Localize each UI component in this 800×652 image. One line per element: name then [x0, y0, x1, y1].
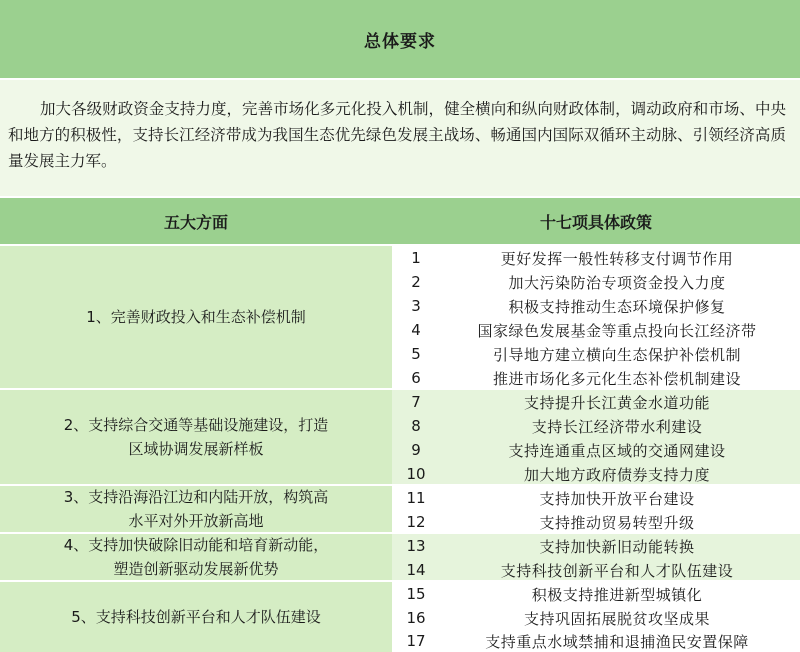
policy-text: 支持重点水域禁捕和退捕渔民安置保障	[485, 632, 749, 651]
policy-text: 积极支持推进新型城镇化	[531, 585, 703, 604]
policy-text: 加大污染防治专项资金投入力度	[508, 273, 726, 292]
policy-text: 加大地方政府债券支持力度	[523, 465, 710, 484]
aspect-cell	[0, 246, 392, 388]
aspect-line: 3、支持沿海沿江边和内陆开放，构筑高	[63, 488, 329, 506]
policy-row	[392, 318, 800, 342]
header-seventeen-policies: 十七项具体政策	[539, 212, 652, 232]
aspect-cell	[0, 534, 392, 580]
policy-row	[392, 270, 800, 294]
policy-number: 12	[406, 513, 426, 531]
policy-number: 16	[406, 609, 426, 627]
aspect-line: 塑造创新驱动发展新优势	[113, 560, 279, 578]
policy-number: 17	[406, 632, 426, 650]
aspect-cell	[0, 390, 392, 484]
policy-row	[392, 246, 800, 270]
policy-number: 15	[406, 585, 426, 603]
policy-text: 支持加快开放平台建设	[539, 489, 695, 508]
intro-section	[0, 80, 800, 196]
separator	[0, 196, 800, 198]
policy-row	[392, 582, 800, 606]
policy-row	[392, 510, 800, 534]
policy-number: 7	[411, 393, 421, 411]
header-five-aspects: 五大方面	[163, 212, 228, 232]
policy-row	[392, 294, 800, 318]
separator	[0, 532, 800, 534]
policy-number: 1	[411, 249, 421, 267]
policy-row	[392, 366, 800, 390]
policy-number: 4	[411, 321, 421, 339]
policy-row	[392, 486, 800, 510]
separator	[0, 244, 800, 246]
policy-text: 支持推动贸易转型升级	[539, 513, 695, 532]
policy-number: 11	[406, 489, 426, 507]
policy-text: 引导地方建立横向生态保护补偿机制	[492, 345, 741, 364]
policy-number: 8	[411, 417, 421, 435]
aspect-line: 2、支持综合交通等基础设施建设，打造	[63, 416, 329, 434]
policy-number: 3	[411, 297, 421, 315]
separator	[0, 388, 800, 390]
page-title: 总体要求	[364, 31, 436, 52]
policy-text: 支持加快新旧动能转换	[539, 537, 695, 556]
policy-text: 支持科技创新平台和人才队伍建设	[500, 561, 734, 580]
policy-text: 国家绿色发展基金等重点投向长江经济带	[477, 321, 757, 340]
policy-text: 支持巩固拓展脱贫攻坚成果	[523, 609, 710, 628]
policy-row	[392, 390, 800, 414]
aspect-cell	[0, 582, 392, 652]
aspect-line: 1、完善财政投入和生态补偿机制	[86, 308, 306, 326]
policy-number: 13	[406, 537, 426, 555]
policy-text: 更好发挥一般性转移支付调节作用	[500, 249, 734, 268]
policy-number: 6	[411, 369, 421, 387]
separator	[0, 580, 800, 582]
policy-number: 14	[406, 561, 426, 579]
title-bar	[0, 0, 800, 80]
policy-row	[392, 414, 800, 438]
policy-row	[392, 342, 800, 366]
policy-row	[392, 606, 800, 630]
policy-row	[392, 558, 800, 582]
policy-text: 积极支持推动生态环境保护修复	[508, 297, 726, 316]
aspect-line: 4、支持加快破除旧动能和培育新动能，	[63, 536, 329, 554]
policy-text: 支持提升长江黄金水道功能	[523, 393, 710, 412]
policy-text: 支持长江经济带水利建设	[531, 417, 703, 436]
separator	[0, 484, 800, 486]
aspect-line: 水平对外开放新高地	[128, 512, 264, 530]
policy-row	[392, 462, 800, 486]
policy-text: 推进市场化多元化生态补偿机制建设	[492, 369, 741, 388]
aspect-cell	[0, 486, 392, 532]
policy-number: 2	[411, 273, 421, 291]
aspect-line: 区域协调发展新样板	[128, 440, 264, 458]
policy-row	[392, 630, 800, 652]
policy-number: 5	[411, 345, 421, 363]
intro-text: 加大各级财政资金支持力度，完善市场化多元化投入机制，健全横向和纵向财政体制，调动政府和市场、中央和地方的积极性，支持长江经济带成为我国生态优先绿色发展主战场、畅通国内国际双循环主动脉、引领经济高质量发展主力军。	[8, 100, 786, 170]
policy-number: 10	[406, 465, 426, 483]
policy-text: 支持连通重点区域的交通网建设	[508, 441, 726, 460]
policy-row	[392, 438, 800, 462]
policy-row	[392, 534, 800, 558]
aspect-line: 5、支持科技创新平台和人才队伍建设	[71, 608, 321, 626]
policy-number: 9	[411, 441, 421, 459]
table-header	[0, 198, 800, 244]
